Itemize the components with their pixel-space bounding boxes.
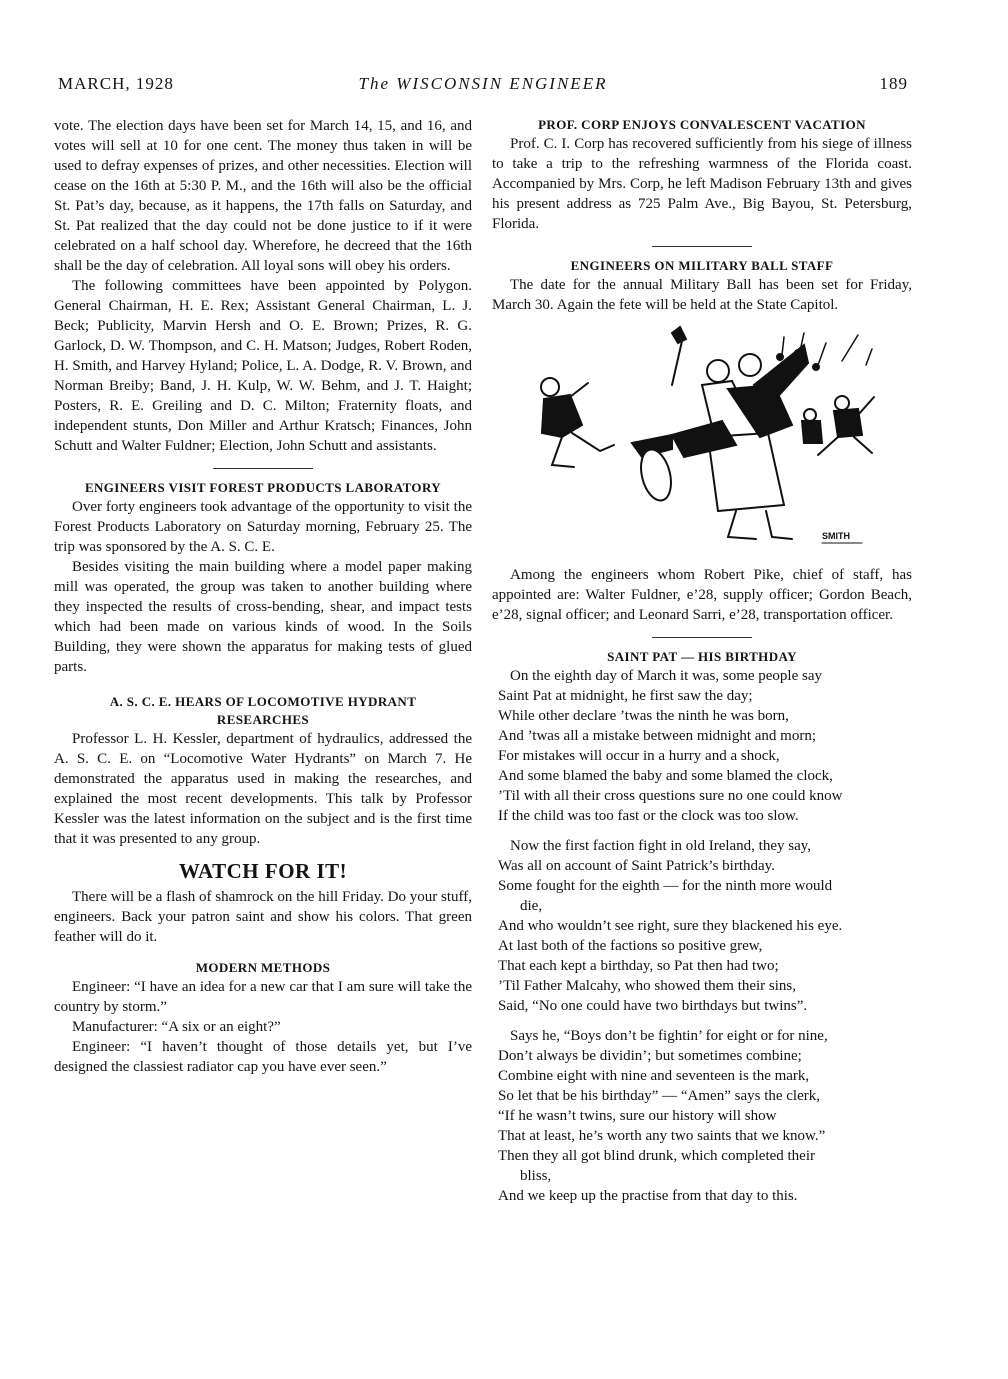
section-divider xyxy=(652,246,752,247)
military-paragraph: The date for the annual Military Ball has been set for Friday, March 30. Again the fete will be held at the State Capitol. xyxy=(492,277,912,313)
dialogue-line-2: Manufacturer: “A six or an eight?” xyxy=(72,1019,281,1035)
poem-line: And some blamed the baby and some blamed the clock, xyxy=(498,768,833,784)
poem-line: “If he wasn’t twins, sure our history will show xyxy=(498,1108,777,1124)
dancing-couples-illustration xyxy=(522,325,882,557)
poem-line: Combine eight with nine and seventeen is the mark, xyxy=(498,1068,810,1084)
poem-line: Says he, “Boys don’t be fightin’ for eight or for nine, xyxy=(510,1028,828,1044)
poem-line: ’Til Father Malcahy, who showed them their sins, xyxy=(498,978,797,994)
poem-line: So let that be his birthday” — “Amen” says the clerk, xyxy=(498,1088,820,1104)
issue-date: MARCH, 1928 xyxy=(58,74,174,93)
watch-heading: WATCH FOR IT! xyxy=(178,859,348,883)
poem-line: Saint Pat at midnight, he first saw the day; xyxy=(498,688,753,704)
forest-paragraph-1: Over forty engineers took advantage of the opportunity to visit the Forest Products Laboratory on Saturday morning, February 25. The trip was sponsored by the A. S. C. E. xyxy=(54,499,472,555)
forest-paragraph-2: Besides visiting the main building where a model paper making mill was operated, the group was taken to another building where they inspected the results of cross-bending, shear, and impact tests which had been made on various kinds of wood. In the Soils Building, they were shown the apparatus for making tests of glued parts. xyxy=(54,559,472,675)
corp-heading: PROF. CORP ENJOYS CONVALESCENT VACATION xyxy=(538,117,866,132)
magazine-title: The WISCONSIN ENGINEER xyxy=(358,74,608,93)
page-number: 189 xyxy=(879,74,908,93)
election-paragraph-2: The following committees have been appointed by Polygon. General Chairman, H. E. Rex; Assistant General Chairman, L. J. Beck; Publicity, Marvin Hersh and O. E. Brown; Prizes, R. G. Garlock, D. W. Thompson, and C. H. Matson; Judges, Robert Roden, H. Smith, and Harvey Hyland; Police, L. A. Dodge, R. V. Brown, and Norman Breiby; Band, J. H. Kulp, W. W. Behm, and J. T. Haight; Posters, R. E. Greiling and D. C. Milton; Fraternity floats, and independent stunts, Don Miller and Arthur Kratsch; Finances, John Schutt and Walter Fuldner; Election, John Schutt and assistants. xyxy=(54,278,472,454)
asce-heading: A. S. C. E. HEARS OF LOCOMOTIVE HYDRANT RESEARCHES xyxy=(109,694,417,727)
poem-line: Now the first faction fight in old Ireland, they say, xyxy=(510,838,812,854)
running-header xyxy=(58,74,908,100)
poem-line: For mistakes will occur in a hurry and a shock, xyxy=(498,748,780,764)
poem-stanza-3 xyxy=(492,1026,912,1206)
poem-line: If the child was too fast or the clock was too slow. xyxy=(498,808,799,824)
illustration-signature: SMITH xyxy=(822,531,850,541)
section-divider xyxy=(652,637,752,638)
poem-line: Was all on account of Saint Patrick’s birthday. xyxy=(498,858,775,874)
dialogue-line-3: Engineer: “I haven’t thought of those details yet, but I’ve designed the classiest radiator cap you have ever seen.” xyxy=(54,1039,472,1075)
dialogue-line-1: Engineer: “I have an idea for a new car that I am sure will take the country by storm.” xyxy=(54,979,472,1015)
poem-line: And ’twas all a mistake between midnight and morn; xyxy=(498,728,816,744)
saint-pat-heading: SAINT PAT — HIS BIRTHDAY xyxy=(607,649,797,664)
poem-line: And we keep up the practise from that day to this. xyxy=(498,1188,798,1204)
poem-stanza-2 xyxy=(492,836,912,1016)
poem-line: While other declare ’twas the ninth he was born, xyxy=(498,708,789,724)
watch-paragraph: There will be a flash of shamrock on the hill Friday. Do your stuff, engineers. Back your patron saint and show his colors. That green feather will do it. xyxy=(54,889,472,945)
poem-line: Then they all got blind drunk, which completed their xyxy=(498,1148,816,1164)
poem-line: At last both of the factions so positive grew, xyxy=(498,938,763,954)
election-paragraph-1: vote. The election days have been set for March 14, 15, and 16, and votes will sell at 10 for one cent. The money thus taken in will be used to defray expenses of prizes, and other necessities. Election will cease on the 16th at 5:30 P. M., and the 16th will also be the official St. Pat’s day, because, as it happens, the 17th falls on Saturday, and St. Pat realized that the day could not be done justice to if it were celebrated on a half school day. Wherefore, he decreed that the 16th shall be the day of celebration. All loyal sons will obey his orders. xyxy=(54,118,472,274)
poem-line: Some fought for the eighth — for the ninth more would xyxy=(498,878,833,894)
poem-line: bliss, xyxy=(520,1168,552,1184)
poem-stanza-1 xyxy=(492,666,912,826)
poem-line: That each kept a birthday, so Pat then had two; xyxy=(498,958,779,974)
poem-line: Said, “No one could have two birthdays but twins”. xyxy=(498,998,808,1014)
right-column xyxy=(492,116,912,1206)
poem-line: On the eighth day of March it was, some people say xyxy=(510,668,823,684)
section-divider xyxy=(213,468,313,469)
forest-heading: ENGINEERS VISIT FOREST PRODUCTS LABORATORY xyxy=(84,480,442,495)
poem-line: ’Til with all their cross questions sure no one could know xyxy=(498,788,843,804)
asce-paragraph: Professor L. H. Kessler, department of hydraulics, addressed the A. S. C. E. on “Locomotive Water Hydrants” on March 7. He demonstrated the apparatus used in making the researches, and explained the most recent developments. This talk by Professor Kessler was the latest information on the subject and is the first time that it was presented to any group. xyxy=(54,731,472,847)
military-paragraph-2: Among the engineers whom Robert Pike, chief of staff, has appointed are: Walter Fuldner, e’28, supply officer; Gordon Beach, e’28, signal officer; and Leonard Sarri, e’28, transportation officer. xyxy=(492,567,912,623)
left-column xyxy=(54,116,472,1077)
poem-line: die, xyxy=(520,898,543,914)
modern-methods-heading: MODERN METHODS xyxy=(195,960,331,975)
poem-line: Don’t always be dividin’; but sometimes combine; xyxy=(498,1048,802,1064)
military-heading: ENGINEERS ON MILITARY BALL STAFF xyxy=(570,258,834,273)
poem-line: And who wouldn’t see right, sure they blackened his eye. xyxy=(498,918,843,934)
corp-paragraph: Prof. C. I. Corp has recovered sufficiently from his siege of illness to take a trip to the refreshing warmness of the Florida coast. Accompanied by Mrs. Corp, he left Madison February 13th and gives his present address as 725 Palm Ave., Big Bayou, St. Petersburg, Florida. xyxy=(492,136,912,232)
poem-line: That at least, he’s worth any two saints that we know.” xyxy=(498,1128,826,1144)
